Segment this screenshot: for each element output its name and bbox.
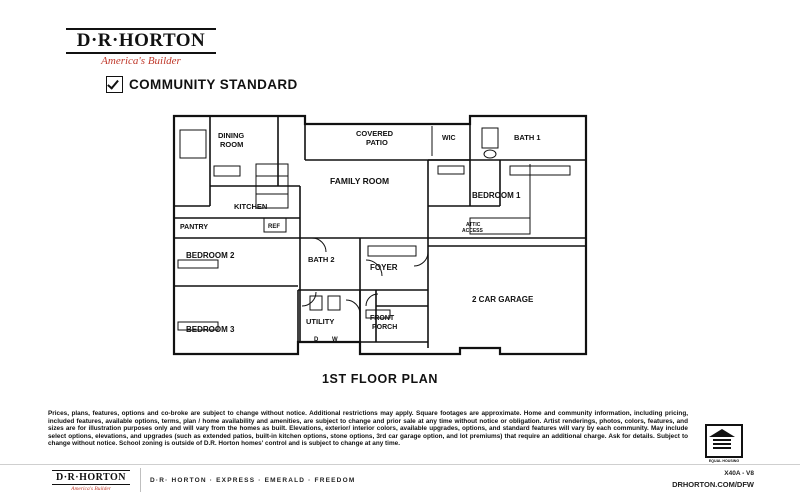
drhorton-logo bbox=[66, 28, 216, 67]
room-label-covered-patio: COVERED bbox=[356, 129, 394, 138]
room-label-foyer: FOYER bbox=[370, 263, 398, 272]
equal-housing-opportunity-logo bbox=[700, 424, 748, 469]
svg-text:PORCH: PORCH bbox=[372, 324, 398, 331]
svg-text:PATIO: PATIO bbox=[366, 138, 388, 147]
room-label-kitchen: KITCHEN bbox=[234, 202, 268, 211]
appliance-label-dryer: D bbox=[314, 337, 319, 343]
footer-logo-wordmark: D·R·HORTON bbox=[52, 470, 130, 485]
room-label-bath-1: BATH 1 bbox=[514, 133, 541, 142]
plan-code: X40A - V8 bbox=[724, 470, 754, 477]
logo-tagline: America's Builder bbox=[101, 55, 181, 67]
room-label-ref: REF bbox=[268, 224, 280, 230]
svg-text:ACCESS: ACCESS bbox=[462, 228, 483, 234]
logo-wordmark: D·R·HORTON bbox=[66, 28, 216, 54]
footer-brands: D·R· HORTON · EXPRESS · EMERALD · FREEDOM bbox=[150, 477, 356, 484]
disclaimer-text: Prices, plans, features, options and co-broke are subject to change without notice. Additional restrictions may apply. Square footages are approximate. Home and community information, including pricing, included features, available options, terms, plan / home availability and amenities, are subject to change and prior sale at any time without notice or obligation. Artist renderings, photos, colors, features, and sizes are for illustration purposes only and will vary from the homes as built. Elevations, exterior/ interior colors, available upgrades, options, and standard features will vary by each community. May include select options, elevations, and upgrades (such as extended patios, built-in kitchen options, stone options, 3rd car garage option, and lot premiums) that require an additional charge. Ask for details. Subject to change without notice. School zoning is outside of D.R. Horton homes' control and is subject to change at any time. bbox=[48, 410, 688, 448]
room-label-bedroom-1: BEDROOM 1 bbox=[472, 191, 521, 200]
room-label-bedroom-3: BEDROOM 3 bbox=[186, 325, 235, 334]
checkbox-checked-icon[interactable] bbox=[106, 76, 123, 93]
appliance-label-washer: W bbox=[332, 337, 338, 343]
room-label-bath-2: BATH 2 bbox=[308, 255, 335, 264]
room-label-front-porch: FRONT bbox=[370, 315, 395, 322]
community-standard bbox=[106, 76, 298, 93]
footer-drhorton-logo bbox=[52, 470, 130, 492]
community-standard-label: COMMUNITY STANDARD bbox=[129, 77, 298, 92]
footer-url[interactable]: DRHORTON.COM/DFW bbox=[672, 480, 754, 489]
plan-title: 1ST FLOOR PLAN bbox=[321, 372, 439, 386]
floor-plan-drawing bbox=[170, 110, 590, 360]
room-label-garage: 2 CAR GARAGE bbox=[472, 295, 534, 304]
room-label-family-room: FAMILY ROOM bbox=[330, 176, 390, 186]
room-label-attic-access: ATTIC bbox=[466, 222, 481, 228]
eho-line1: EQUAL HOUSING bbox=[708, 459, 740, 463]
footer-logo-tagline: America's Builder bbox=[71, 486, 111, 492]
room-label-pantry: PANTRY bbox=[180, 224, 208, 231]
room-label-dining: DINING bbox=[218, 131, 245, 140]
house-icon bbox=[705, 424, 743, 458]
room-label-bedroom-2: BEDROOM 2 bbox=[186, 251, 235, 260]
svg-text:ROOM: ROOM bbox=[220, 140, 244, 149]
room-label-utility: UTILITY bbox=[306, 317, 335, 326]
footer-divider bbox=[140, 468, 141, 492]
room-label-wic: WIC bbox=[442, 135, 456, 142]
